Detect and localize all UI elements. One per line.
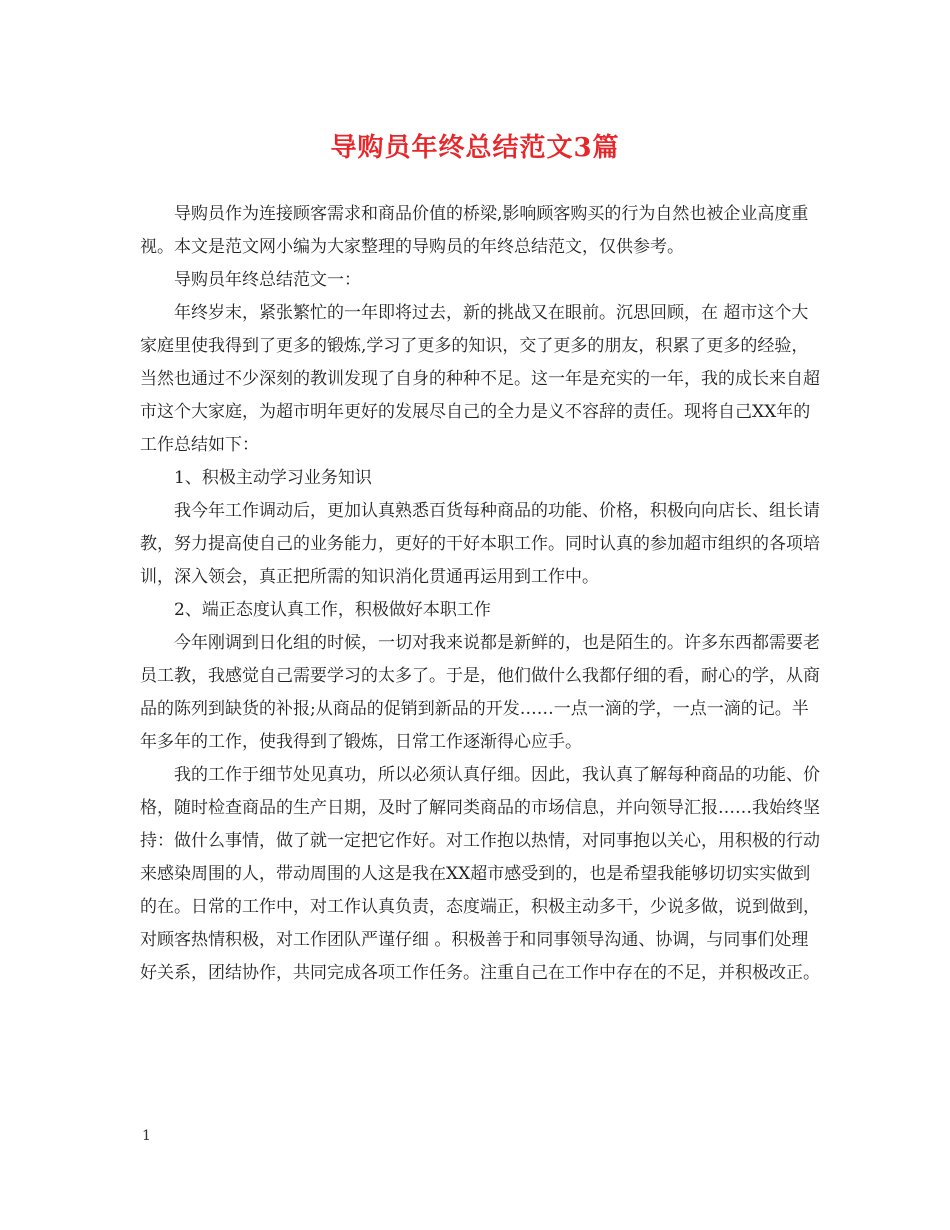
- paragraph-intro: 导购员作为连接顾客需求和商品价值的桥梁,影响顾客购买的行为自然也被企业高度重视。本文是范文网小编为大家整理的导购员的年终总结范文，仅供参考。: [140, 204, 809, 257]
- document-title: 导购员年终总结范文3篇: [330, 133, 620, 163]
- paragraph-section-2-heading: 2、端正态度认真工作，积极做好本职工作: [174, 600, 491, 620]
- paragraph-details: 我的工作于细节处见真功，所以必须认真仔细。因此，我认真了解每种商品的功能、价格，随时检查商品的生产日期，及时了解同类商品的市场信息，并向领导汇报……我始终坚持：做什么事情，做了就一定把它作好。对工作抱以热情，对同事抱以关心，用积极的行动来感染周围的人，带动周围的人这是我在XX超市感受到的，也是希望我能够切切实实做到的在。日常的工作中，对工作认真负责，态度端正，积极主动多干，少说多做，说到做到，对顾客热情积极，对工作团队严谨仔细 。积极善于和同事领导沟通、协调，与同事们处理好关系，团结协作，共同完成各项工作任务。注重自己在工作中存在的不足，并积极改正。: [140, 765, 820, 983]
- paragraph-section-1-heading: 1、积极主动学习业务知识: [174, 468, 372, 488]
- paragraph-section-1-body: 我今年工作调动后，更加认真熟悉百货每种商品的功能、价格，积极向向店长、组长请教，努力提高使自己的业务能力，更好的干好本职工作。同时认真的参加超市组织的各项培训，深入领会，真正把所需的知识消化贯通再运用到工作中。: [140, 501, 820, 587]
- document-body: [140, 198, 824, 990]
- paragraph-sample-one-heading: 导购员年终总结范文一：: [174, 270, 361, 290]
- paragraph-year-end: 年终岁末，紧张繁忙的一年即将过去，新的挑战又在眼前。沉思回顾，在 超市这个大家庭里使我得到了更多的锻炼,学习了更多的知识，交了更多的朋友，积累了更多的经验，当然也通过不少深刻的教训发现了自身的种种不足。这一年是充实的一年，我的成长来自超市这个大家庭，为超市明年更好的发展尽自己的全力是义不容辞的责任。现将自己XX年的工作总结如下：: [140, 303, 820, 455]
- paragraph-section-2-body: 今年刚调到日化组的时候，一切对我来说都是新鲜的，也是陌生的。许多东西都需要老员工教，我感觉自己需要学习的太多了。于是，他们做什么我都仔细的看，耐心的学，从商品的陈列到缺货的补报;从商品的促销到新品的开发……一点一滴的学，一点一滴的记。半年多年的工作，使我得到了锻炼，日常工作逐渐得心应手。: [140, 633, 820, 752]
- page-number: 1: [142, 1128, 151, 1144]
